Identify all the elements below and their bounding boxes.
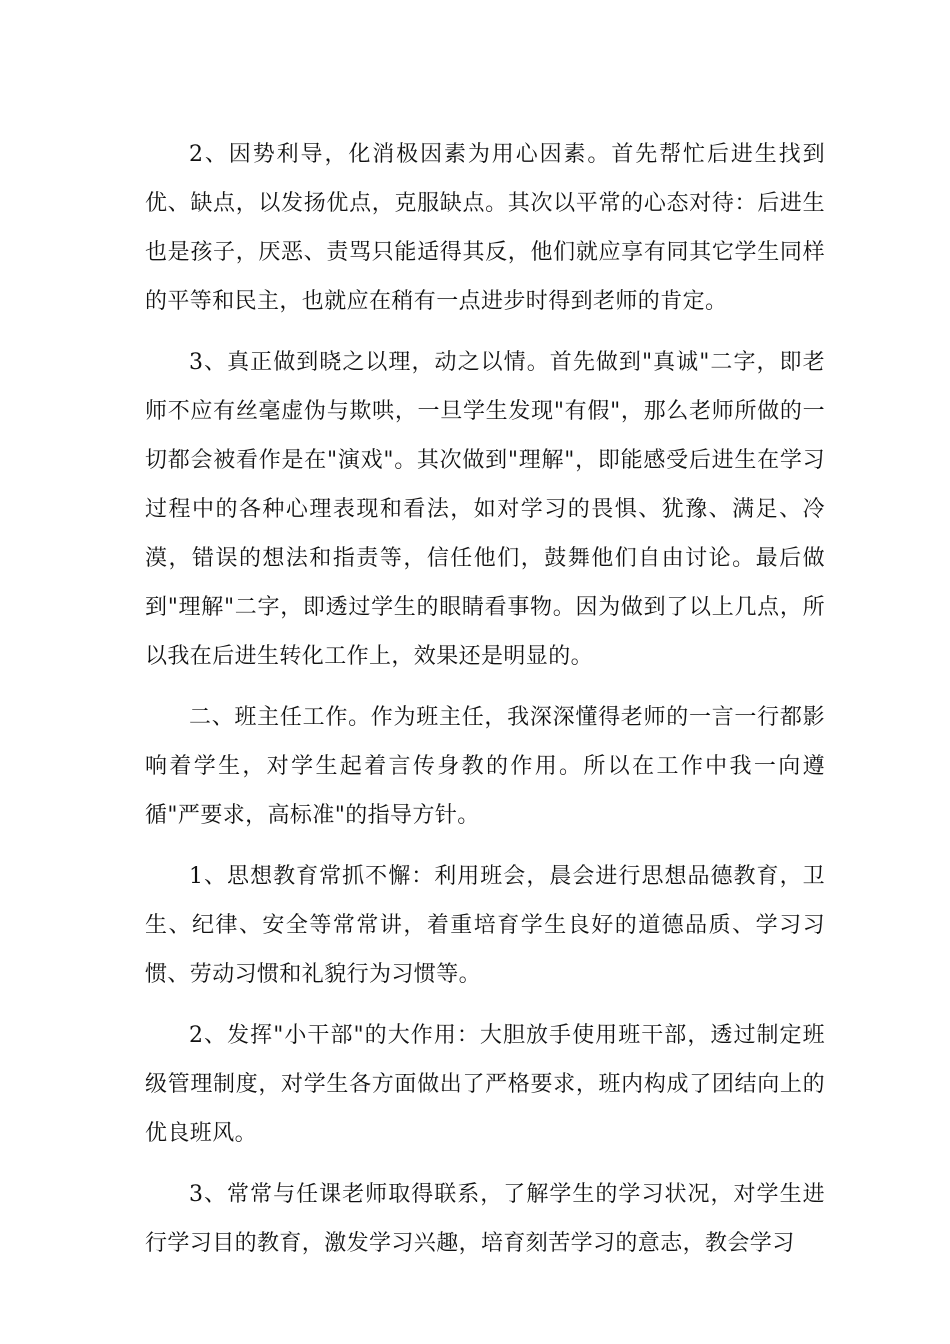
paragraph-2: 3、真正做到晓之以理，动之以情。首先做到"真诚"二字，即老师不应有丝毫虚伪与欺哄，一旦学生发现"有假"，那么老师所做的一切都会被看作是在"演戏"。其次做到"理解"，即能感受后进生在学习过程中的各种心理表现和看法，如对学习的畏惧、犹豫、满足、冷漠，错误的想法和指责等，信任他们，鼓舞他们自由讨论。最后做到"理解"二字，即透过学生的眼睛看事物。因为做到了以上几点，所以我在后进生转化工作上，效果还是明显的。 xyxy=(145,350,825,669)
paragraph-3: 二、班主任工作。作为班主任，我深深懂得老师的一言一行都影响着学生，对学生起着言传身教的作用。所以在工作中我一向遵循"严要求，高标准"的指导方针。 xyxy=(145,705,825,828)
paragraph-6: 3、常常与任课老师取得联系，了解学生的学习状况，对学生进行学习目的教育，激发学习兴趣，培育刻苦学习的意志，教会学习 xyxy=(145,1182,825,1256)
paragraph-1: 2、因势利导，化消极因素为用心因素。首先帮忙后进生找到优、缺点，以发扬优点，克服缺点。其次以平常的心态对待：后进生也是孩子，厌恶、责骂只能适得其反，他们就应享有同其它学生同样的平等和民主，也就应在稍有一点进步时得到老师的肯定。 xyxy=(145,142,825,314)
paragraph-4: 1、思想教育常抓不懈：利用班会，晨会进行思想品德教育，卫生、纪律、安全等常常讲，着重培育学生良好的道德品质、学习习惯、劳动习惯和礼貌行为习惯等。 xyxy=(145,864,825,987)
paragraph-5: 2、发挥"小干部"的大作用：大胆放手使用班干部，透过制定班级管理制度，对学生各方面做出了严格要求，班内构成了团结向上的优良班风。 xyxy=(145,1023,825,1146)
document-body xyxy=(145,130,825,1280)
